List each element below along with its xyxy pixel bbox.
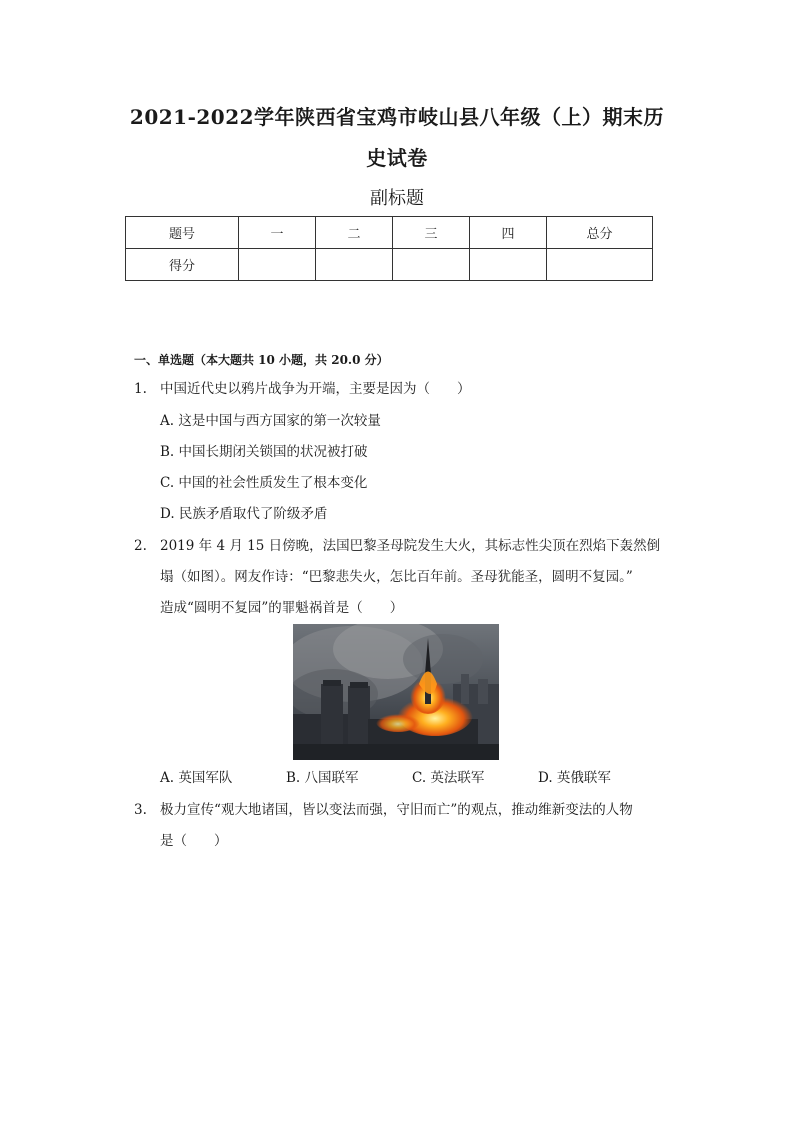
score-header-cell: 一: [239, 217, 316, 249]
question-1-option-a: A. 这是中国与西方国家的第一次较量: [160, 413, 381, 429]
question-3-line2: 是（ ）: [160, 833, 228, 849]
question-1-number: 1.: [134, 381, 147, 397]
question-2-option-a: A. 英国军队: [160, 770, 233, 786]
score-cell: [316, 249, 393, 281]
score-header-cell: 二: [316, 217, 393, 249]
question-2-line2: 塌（如图）。网友作诗：“巴黎悲失火，怎比百年前。圣母犹能圣，圆明不复园。”: [160, 569, 633, 585]
section-heading: 一、单选题（本大题共 10 小题，共 20.0 分）: [134, 353, 389, 367]
question-2-option-d: D. 英俄联军: [538, 770, 611, 786]
score-header-cell: 总分: [547, 217, 653, 249]
score-cell: [470, 249, 547, 281]
score-table-score-row: [126, 249, 653, 281]
question-2-number: 2.: [134, 538, 147, 554]
question-3-number: 3.: [134, 802, 147, 818]
question-3-line1: 极力宣传“观大地诸国，皆以变法而强，守旧而亡”的观点，推动维新变法的人物: [160, 802, 633, 818]
score-row-label: 得分: [126, 249, 239, 281]
question-1-option-b: B. 中国长期闭关锁国的状况被打破: [160, 444, 368, 460]
question-1-option-d: D. 民族矛盾取代了阶级矛盾: [160, 506, 328, 522]
score-table: [125, 216, 653, 281]
exam-title-line2: 史试卷: [366, 146, 428, 170]
question-1-option-c: C. 中国的社会性质发生了根本变化: [160, 475, 368, 491]
exam-title-line1: 2021-2022学年陕西省宝鸡市岐山县八年级（上）期末历: [129, 105, 665, 129]
score-header-cell: 三: [393, 217, 470, 249]
notre-dame-fire-photo: [293, 624, 499, 760]
exam-subtitle: 副标题: [370, 188, 424, 209]
score-cell: [239, 249, 316, 281]
question-2-option-b: B. 八国联军: [286, 770, 359, 786]
question-2-line3: 造成“圆明不复园”的罪魁祸首是（ ）: [160, 600, 404, 616]
score-header-cell: 题号: [126, 217, 239, 249]
question-2-line1: 2019 年 4 月 15 日傍晚，法国巴黎圣母院发生大火，其标志性尖顶在烈焰下轰然倒: [160, 538, 661, 554]
question-1-text: 中国近代史以鸦片战争为开端，主要是因为（ ）: [160, 381, 471, 397]
score-cell: [393, 249, 470, 281]
score-header-cell: 四: [470, 217, 547, 249]
score-table-header-row: [126, 217, 653, 249]
score-cell: [547, 249, 653, 281]
question-2-option-c: C. 英法联军: [412, 770, 485, 786]
